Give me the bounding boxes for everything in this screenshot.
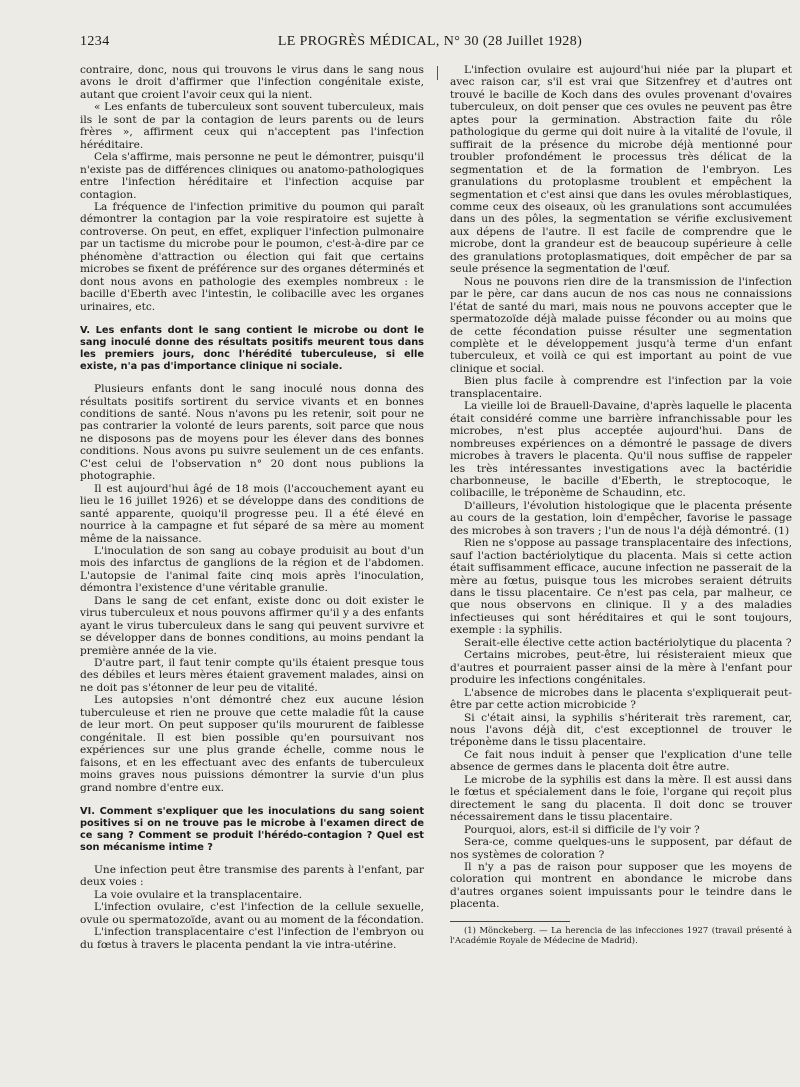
paragraph: Ce fait nous induit à penser que l'explication d'une telle absence de germes dans le placenta doit être autre. bbox=[450, 748, 792, 774]
left-column bbox=[80, 64, 424, 951]
paragraph: Le microbe de la syphilis est dans la mère. Il est aussi dans le fœtus et spécialement dans le foie, l'organe qui reçoit plus directement le sang du placenta. Il doit donc se trouver nécessairement dans le tissu placentaire. bbox=[450, 773, 792, 824]
paragraph: Sera-ce, comme quelques-uns le supposent, par défaut de nos systèmes de coloration ? bbox=[450, 836, 792, 861]
paragraph: Dans le sang de cet enfant, existe donc ou doit exister le virus tuberculeux et nous pouvons affirmer qu'il y a des enfants ayant le virus tuberculeux dans le sang qui peuvent survivre et se développer dans de bonnes conditions, au moins pendant la première année de la vie. bbox=[80, 594, 424, 657]
footnote-rule bbox=[450, 921, 570, 922]
paragraph: Les autopsies n'ont démontré chez eux aucune lésion tuberculeuse et rien ne prouve que cette maladie fût la cause de leur mort. On peut supposer qu'ils moururent de faiblesse congénitale. Il est bien possible qu'en poursuivant nos expériences sur une plus grande échelle, comme nous le faisons, et en les effectuant avec des enfants de tuberculeux moins graves nous puissions démontrer la survie d'un plus grand nombre d'entre eux. bbox=[80, 694, 424, 794]
paragraph: L'inoculation de son sang au cobaye produisit au bout d'un mois des infarctus de ganglions de la région et de l'abdomen. L'autopsie de l'animal faite cinq mois après l'inoculation, démontra l'existence d'une véritable granulie. bbox=[80, 544, 424, 595]
paragraph: L'infection ovulaire, c'est l'infection de la cellule sexuelle, ovule ou spermatozoïde, avant ou au moment de la fécondation. bbox=[80, 901, 424, 926]
right-column bbox=[450, 64, 792, 945]
paragraph: Rien ne s'oppose au passage transplacentaire des infections, sauf l'action bactériolytique du placenta. Mais si cette action était suffisamment efficace, aucune infection ne passerait de la mère au fœtus, puisque tous les microbes seraient détruits dans le tissu placentaire. Ce n'est pas cela, par malheur, ce que nous observons en clinique. Il y a des maladies infectieuses qui sont héréditaires et qui le sont toujours, exemple : la syphilis. bbox=[450, 537, 792, 637]
paragraph: Une infection peut être transmise des parents à l'enfant, par deux voies : bbox=[80, 864, 424, 889]
paragraph: Bien plus facile à comprendre est l'infection par la voie transplacentaire. bbox=[450, 375, 792, 400]
paragraph: Il n'y a pas de raison pour supposer que les moyens de coloration qui montrent en abondance le microbe dans d'autres organes soient impuissants pour le teindre dans le placenta. bbox=[450, 861, 792, 911]
paragraph: La vieille loi de Brauell-Davaine, d'après laquelle le placenta était considéré comme une barrière infranchissable pour les microbes, n'est plus acceptée aujourd'hui. Dans de nombreuses expériences on a démontré le passage de divers microbes à travers le placenta. Qu'il nous suffise de rappeler les très intéressantes investigations avec la bactéridie charbonneuse, le bacille d'Eberth, le streptocoque, le colibacille, le tréponème de Schaudinn, etc. bbox=[450, 400, 792, 500]
page-number: 1234 bbox=[80, 34, 110, 49]
paragraph: Il est aujourd'hui âgé de 18 mois (l'accouchement ayant eu lieu le 16 juillet 1926) et se développe dans des conditions de santé apparente, quoiqu'il progresse peu. Il a été élevé en nourrice à la campagne et fut séparé de sa mère au moment même de la naissance. bbox=[80, 482, 424, 545]
paragraph: Plusieurs enfants dont le sang inoculé nous donna des résultats positifs sortirent du service vivants et en bonnes conditions de santé. Nous n'avons pu les retenir, soit pour ne pas contrarier la volonté de leurs parents, soit parce que nous ne disposons pas de moyens pour les élever dans des bonnes conditions. Nous avons pu suivre seulement un de ces enfants. C'est celui de l'observation n° 20 dont nous publions la photographie. bbox=[80, 383, 424, 483]
paragraph: Cela s'affirme, mais personne ne peut le démontrer, puisqu'il n'existe pas de différences cliniques ou anatomo-pathologiques entre l'infection héréditaire et l'infection acquise par contagion. bbox=[80, 151, 424, 201]
paragraph: Si c'était ainsi, la syphilis s'hériterait très rarement, car, nous l'avons déjà dit, c'est exceptionnel de trouver le tréponème dans le tissu placentaire. bbox=[450, 711, 792, 749]
paragraph: L'absence de microbes dans le placenta s'expliquerait peut-être par cette action microbicide ? bbox=[450, 686, 792, 712]
paragraph: La voie ovulaire et la transplacentaire. bbox=[94, 888, 303, 901]
section-heading-vi: VI. Comment s'expliquer que les inoculations du sang soient positives si on ne trouve pas le microbe à l'examen direct de ce sang ? Comment se produit l'hérédo-contagion ? Quel est son mécanisme intime ? bbox=[80, 806, 424, 854]
paragraph: Pourquoi, alors, est-il si difficile de l'y voir ? bbox=[464, 823, 700, 836]
paragraph: Serait-elle élective cette action bactériolytique du placenta ? bbox=[464, 636, 792, 649]
paragraph: « Les enfants de tuberculeux sont souvent tuberculeux, mais ils le sont de par la contagion de leurs parents ou de leurs frères », affirment ceux qui n'acceptent pas l'infection héréditaire. bbox=[80, 101, 424, 151]
page-header bbox=[80, 34, 780, 54]
column-divider bbox=[437, 66, 438, 80]
paragraph: Certains microbes, peut-être, lui résisteraient mieux que d'autres et pourraient passer ainsi de la mère à l'enfant pour produire les infections congénitales. bbox=[450, 649, 792, 687]
running-title: LE PROGRÈS MÉDICAL, N° 30 (28 Juillet 1928) bbox=[277, 34, 583, 49]
paragraph: D'ailleurs, l'évolution histologique que le placenta présente au cours de la gestation, loin d'empêcher, favorise le passage des microbes à son travers ; l'un de nous l'a déjà démontré. (1) bbox=[450, 499, 792, 537]
paragraph: L'infection transplacentaire c'est l'infection de l'embryon ou du fœtus à travers le placenta pendant la vie intra-utérine. bbox=[80, 926, 424, 951]
paragraph: contraire, donc, nous qui trouvons le virus dans le sang nous avons le droit d'affirmer que l'infection congénitale existe, autant que croient l'avoir ceux qui la nient. bbox=[80, 64, 424, 101]
paragraph: La fréquence de l'infection primitive du poumon qui paraît démontrer la contagion par la voie respiratoire est sujette à controverse. On peut, en effet, expliquer l'infection pulmonaire par un tactisme du microbe pour le poumon, c'est-à-dire par ce phénomène d'attraction ou élection qui fait que certains microbes se fixent de préférence sur des organes déterminés et dont nous avons en pathologie des exemples nombreux : le bacille d'Eberth avec l'intestin, le colibacille avec les organes urinaires, etc. bbox=[80, 200, 424, 313]
section-heading-v: V. Les enfants dont le sang contient le microbe ou dont le sang inoculé donne des résultats positifs meurent tous dans les premiers jours, donc l'hérédité tuberculeuse, si elle existe, n'a pas d'importance clinique ni sociale. bbox=[80, 325, 424, 373]
footnote: (1) Mönckeberg. — La herencia de las infecciones 1927 (travail présenté à l'Académie Royale de Médecine de Madrid). bbox=[450, 924, 792, 945]
paragraph: Nous ne pouvons rien dire de la transmission de l'infection par le père, car dans aucun de nos cas nous ne connaissions l'état de santé du mari, mais nous ne pouvons accepter que le spermatozoïde déjà malade puisse féconder ou au moins que de cette fécondation puisse résulter une segmentation complète et le développement jusqu'à terme d'un enfant tuberculeux, et voilà ce qui est important au point de vue clinique et social. bbox=[450, 275, 792, 375]
paragraph: L'infection ovulaire est aujourd'hui niée par la plupart et avec raison car, s'il est vrai que Sitzenfrey et d'autres ont trouvé le bacille de Koch dans des ovules provenant d'ovaires tuberculeux, on doit penser que ces ovules ne peuvent pas être aptes pour la germination. Abstraction faite du rôle pathologique du germe qui doit nuire à la vitalité de l'ovule, il suffirait de la présence du microbe déjà mentionné pour troubler profondément le processus très délicat de la segmentation et de la formation de l'embryon. Les granulations du protoplasme troublent et empêchent la segmentation et c'est ainsi que dans les ovules méroblastiques, comme ceux des oiseaux, où les granulations sont accumulées dans un des pôles, la segmentation se vérifie exclusivement aux dépens de l'autre. Il est facile de comprendre que le microbe, dont la grandeur est de beaucoup supérieure à celle des granulations protoplasmatiques, doit empêcher de par sa seule présence la segmentation de l'œuf. bbox=[450, 64, 792, 276]
paragraph: D'autre part, il faut tenir compte qu'ils étaient presque tous des débiles et leurs mères étaient gravement malades, ainsi on ne doit pas s'étonner de leur peu de vitalité. bbox=[80, 657, 424, 694]
